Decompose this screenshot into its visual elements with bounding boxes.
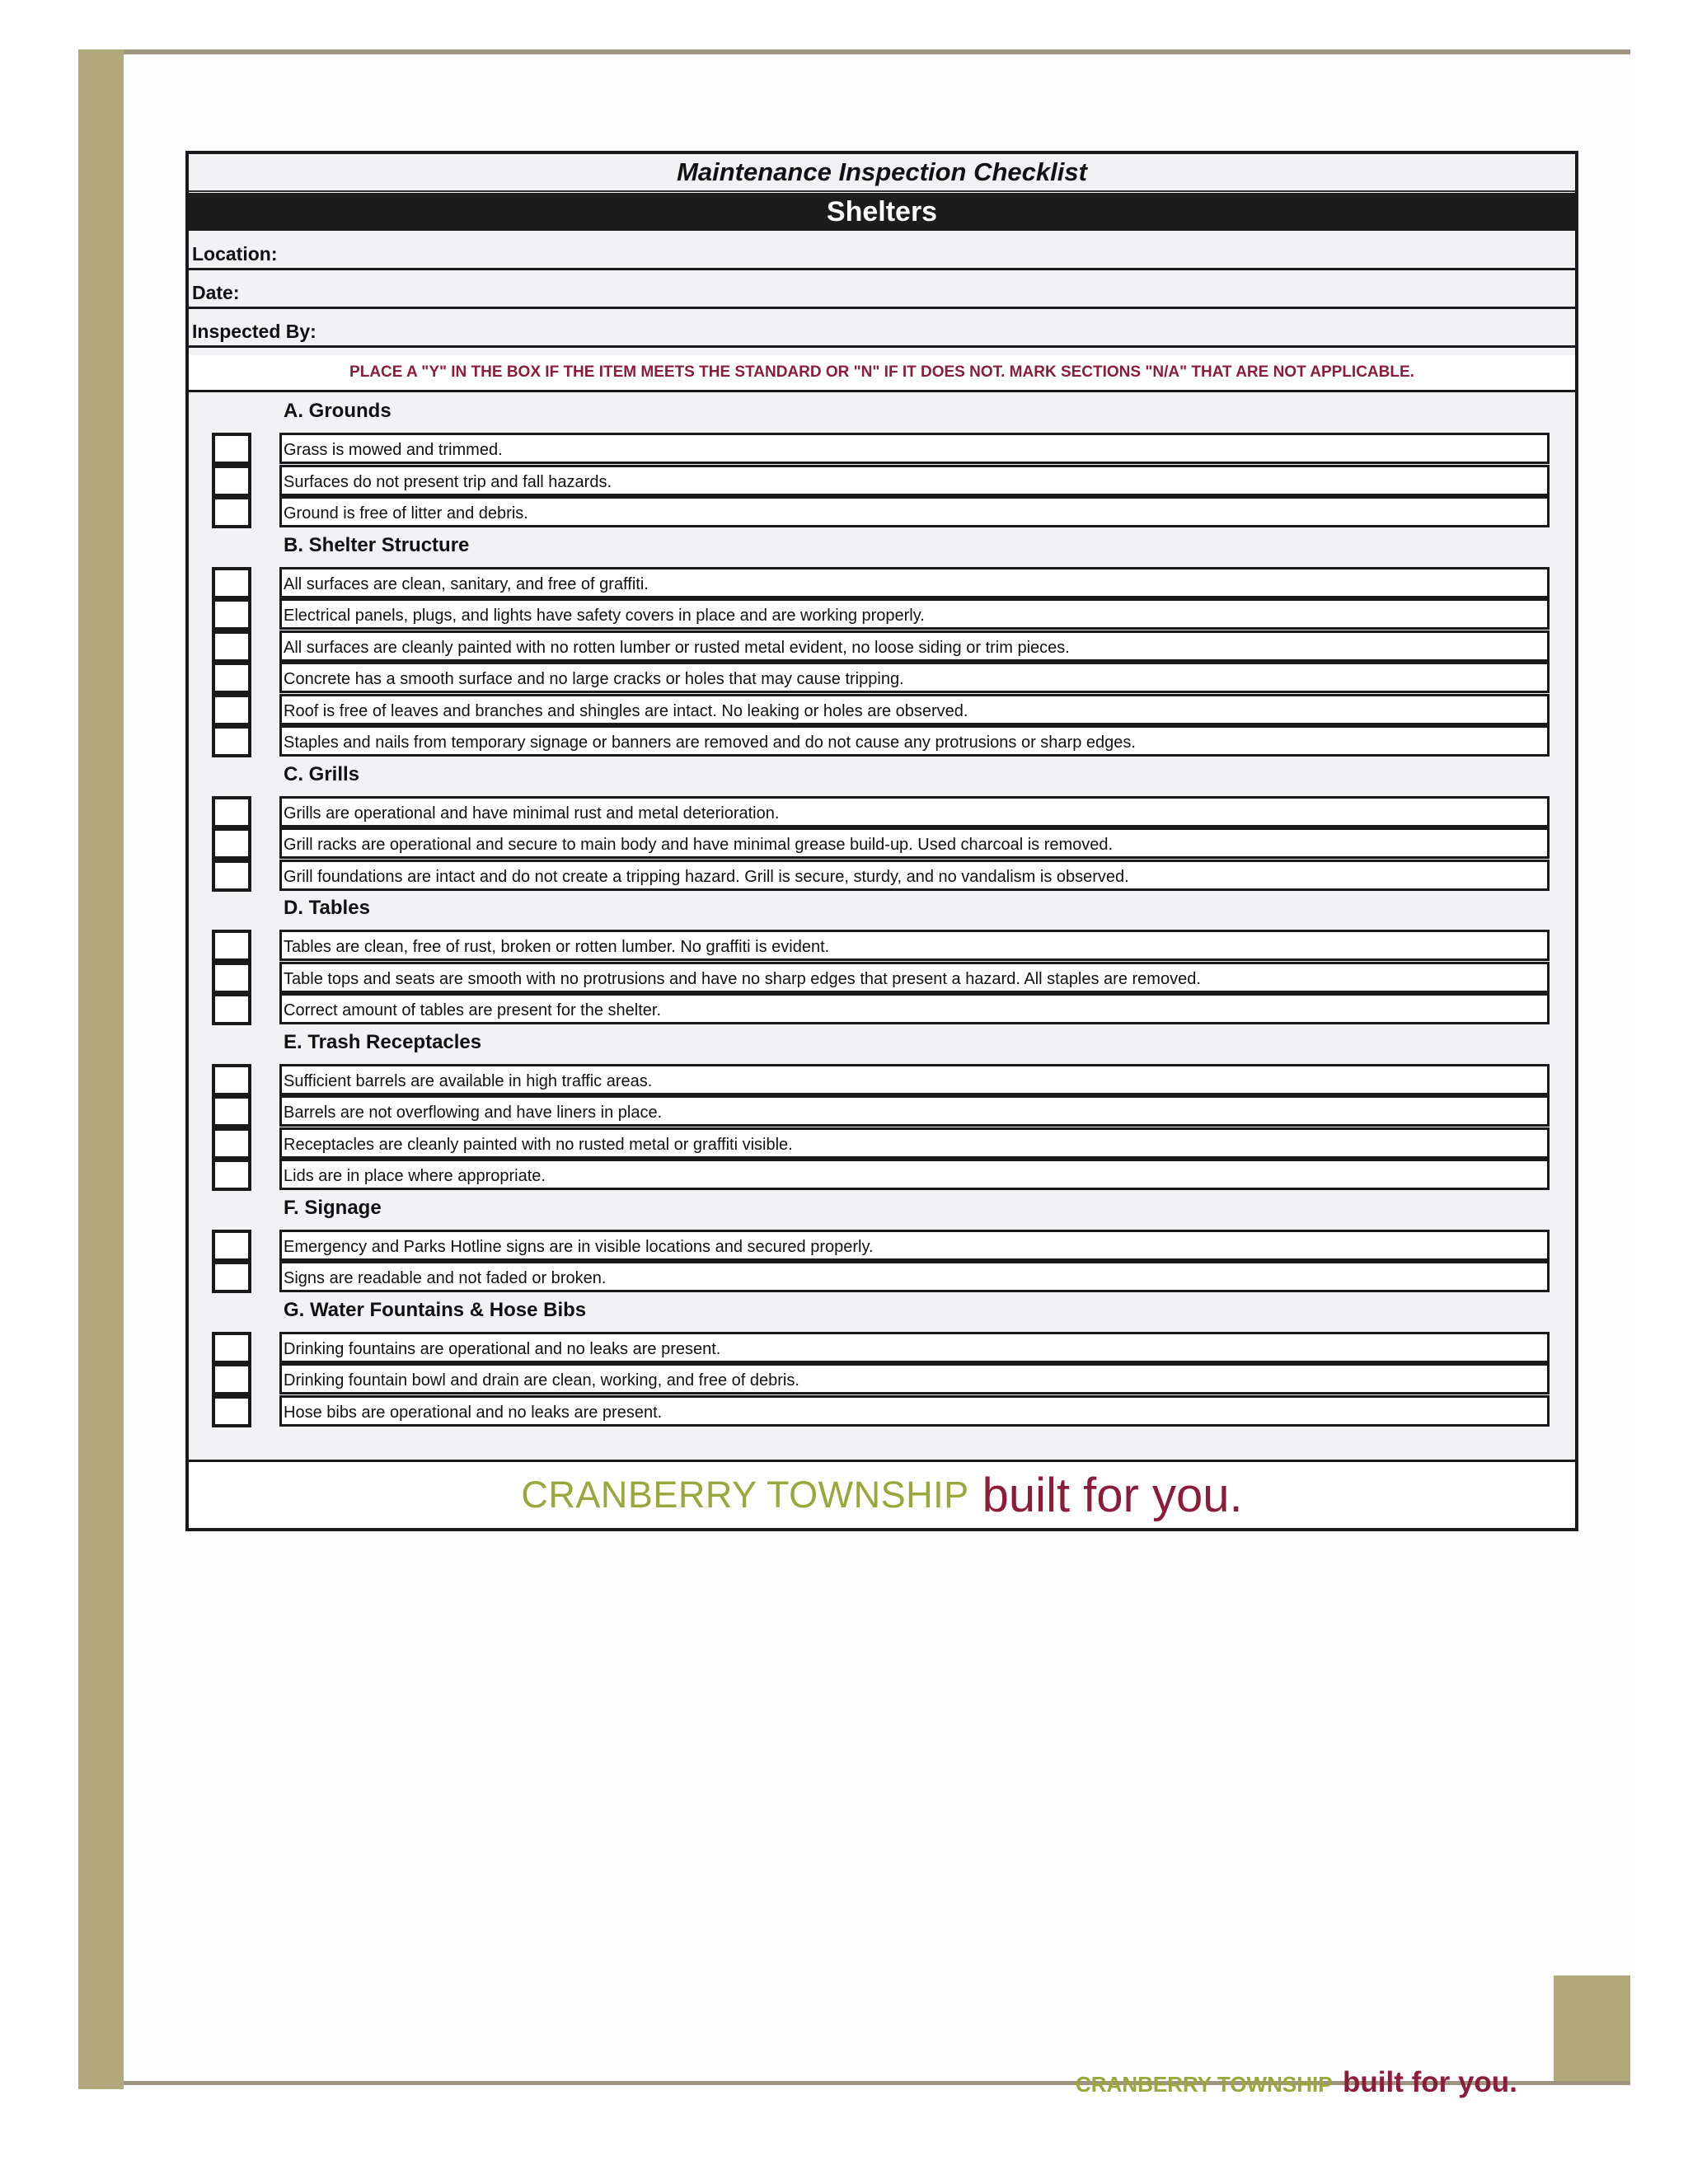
inspection-form [185,151,1578,1531]
checklist-item: Lids are in place where appropriate. [279,1159,1550,1190]
check-box[interactable] [212,1395,251,1427]
brand-tagline: built for you. [982,1468,1243,1522]
location-label: Location: [192,243,278,265]
section-title: G. Water Fountains & Hose Bibs [284,1298,587,1321]
inspected-by-label: Inspected By: [192,321,316,342]
check-box[interactable] [212,1095,251,1127]
form-subtitle: Shelters [189,193,1575,231]
check-box[interactable] [212,796,251,828]
checklist-item: Ground is free of litter and debris. [279,496,1550,527]
check-box[interactable] [212,962,251,994]
location-field[interactable] [189,232,1575,270]
check-box[interactable] [212,433,251,465]
checklist-item: Grill racks are operational and secure to main body and have minimal grease build-up. Used charcoal is removed. [279,827,1550,859]
check-box[interactable] [212,1261,251,1293]
section-title: F. Signage [284,1196,382,1219]
section-title: A. Grounds [284,400,392,422]
checklist-item: Electrical panels, plugs, and lights have safety covers in place and are working properly. [279,598,1550,630]
checklist-item: Barrels are not overflowing and have liners in place. [279,1095,1550,1127]
checklist-item: Drinking fountains are operational and no leaks are present. [279,1332,1550,1363]
date-label: Date: [192,282,240,303]
check-box[interactable] [212,930,251,962]
check-box[interactable] [212,662,251,694]
page-footer-brand [1076,2066,1517,2099]
footer-brand-tagline: built for you. [1343,2066,1517,2098]
footer-brand-name: CRANBERRY TOWNSHIP [1076,2072,1333,2097]
checklist-item: Concrete has a smooth surface and no large cracks or holes that may cause tripping. [279,662,1550,693]
check-box[interactable] [212,1332,251,1364]
check-box[interactable] [212,496,251,528]
checklist-item: Signs are readable and not faded or broken. [279,1261,1550,1292]
date-field[interactable] [189,270,1575,309]
checklist-item: Grass is mowed and trimmed. [279,433,1550,464]
checklist-item: Table tops and seats are smooth with no protrusions and have no sharp edges that present a hazard. All staples are removed. [279,962,1550,993]
instructions: PLACE A "Y" IN THE BOX IF THE ITEM MEETS THE STANDARD OR "N" IF IT DOES NOT. MARK SECTIONS "N/A" THAT ARE NOT APPLICABLE. [189,355,1575,392]
section-title: E. Trash Receptacles [284,1030,482,1053]
checklist-item: Correct amount of tables are present for the shelter. [279,993,1550,1024]
checklist-item: Surfaces do not present trip and fall hazards. [279,465,1550,496]
check-box[interactable] [212,860,251,892]
left-accent-bar [78,49,124,2089]
checklist-item: Drinking fountain bowl and drain are clean, working, and free of debris. [279,1363,1550,1394]
check-box[interactable] [212,465,251,497]
check-box[interactable] [212,1363,251,1395]
checklist-item: Sufficient barrels are available in high traffic areas. [279,1064,1550,1095]
checklist-item: Grill foundations are intact and do not create a tripping hazard. Grill is secure, sturdy, and no vandalism is observed. [279,860,1550,891]
check-box[interactable] [212,993,251,1025]
checklist-item: Emergency and Parks Hotline signs are in visible locations and secured properly. [279,1230,1550,1261]
checklist-item: All surfaces are clean, sanitary, and free of graffiti. [279,567,1550,598]
check-box[interactable] [212,1159,251,1191]
checklist-item: Receptacles are cleanly painted with no rusted metal or graffiti visible. [279,1127,1550,1159]
check-box[interactable] [212,694,251,726]
top-rule [124,49,1630,54]
section-title: D. Tables [284,897,370,919]
corner-accent-block [1554,1975,1630,2081]
section-title: B. Shelter Structure [284,533,470,556]
checklist-item: Staples and nails from temporary signage or banners are removed and do not cause any protrusions or sharp edges. [279,725,1550,757]
inspected-by-field[interactable] [189,309,1575,348]
checklist-item: Hose bibs are operational and no leaks are present. [279,1395,1550,1427]
check-box[interactable] [212,598,251,630]
checklist-item: Tables are clean, free of rust, broken or rotten lumber. No graffiti is evident. [279,930,1550,961]
form-title: Maintenance Inspection Checklist [189,154,1575,192]
check-box[interactable] [212,1064,251,1096]
form-footer-brand [189,1460,1575,1528]
brand-name: CRANBERRY TOWNSHIP [521,1474,969,1516]
check-box[interactable] [212,630,251,663]
section-title: C. Grills [284,762,360,785]
checklist-item: Grills are operational and have minimal rust and metal deterioration. [279,796,1550,827]
check-box[interactable] [212,827,251,860]
check-box[interactable] [212,567,251,599]
check-box[interactable] [212,1127,251,1160]
checklist-item: Roof is free of leaves and branches and shingles are intact. No leaking or holes are observed. [279,694,1550,725]
checklist-item: All surfaces are cleanly painted with no rotten lumber or rusted metal evident, no loose siding or trim pieces. [279,630,1550,662]
check-box[interactable] [212,1230,251,1262]
check-box[interactable] [212,725,251,757]
